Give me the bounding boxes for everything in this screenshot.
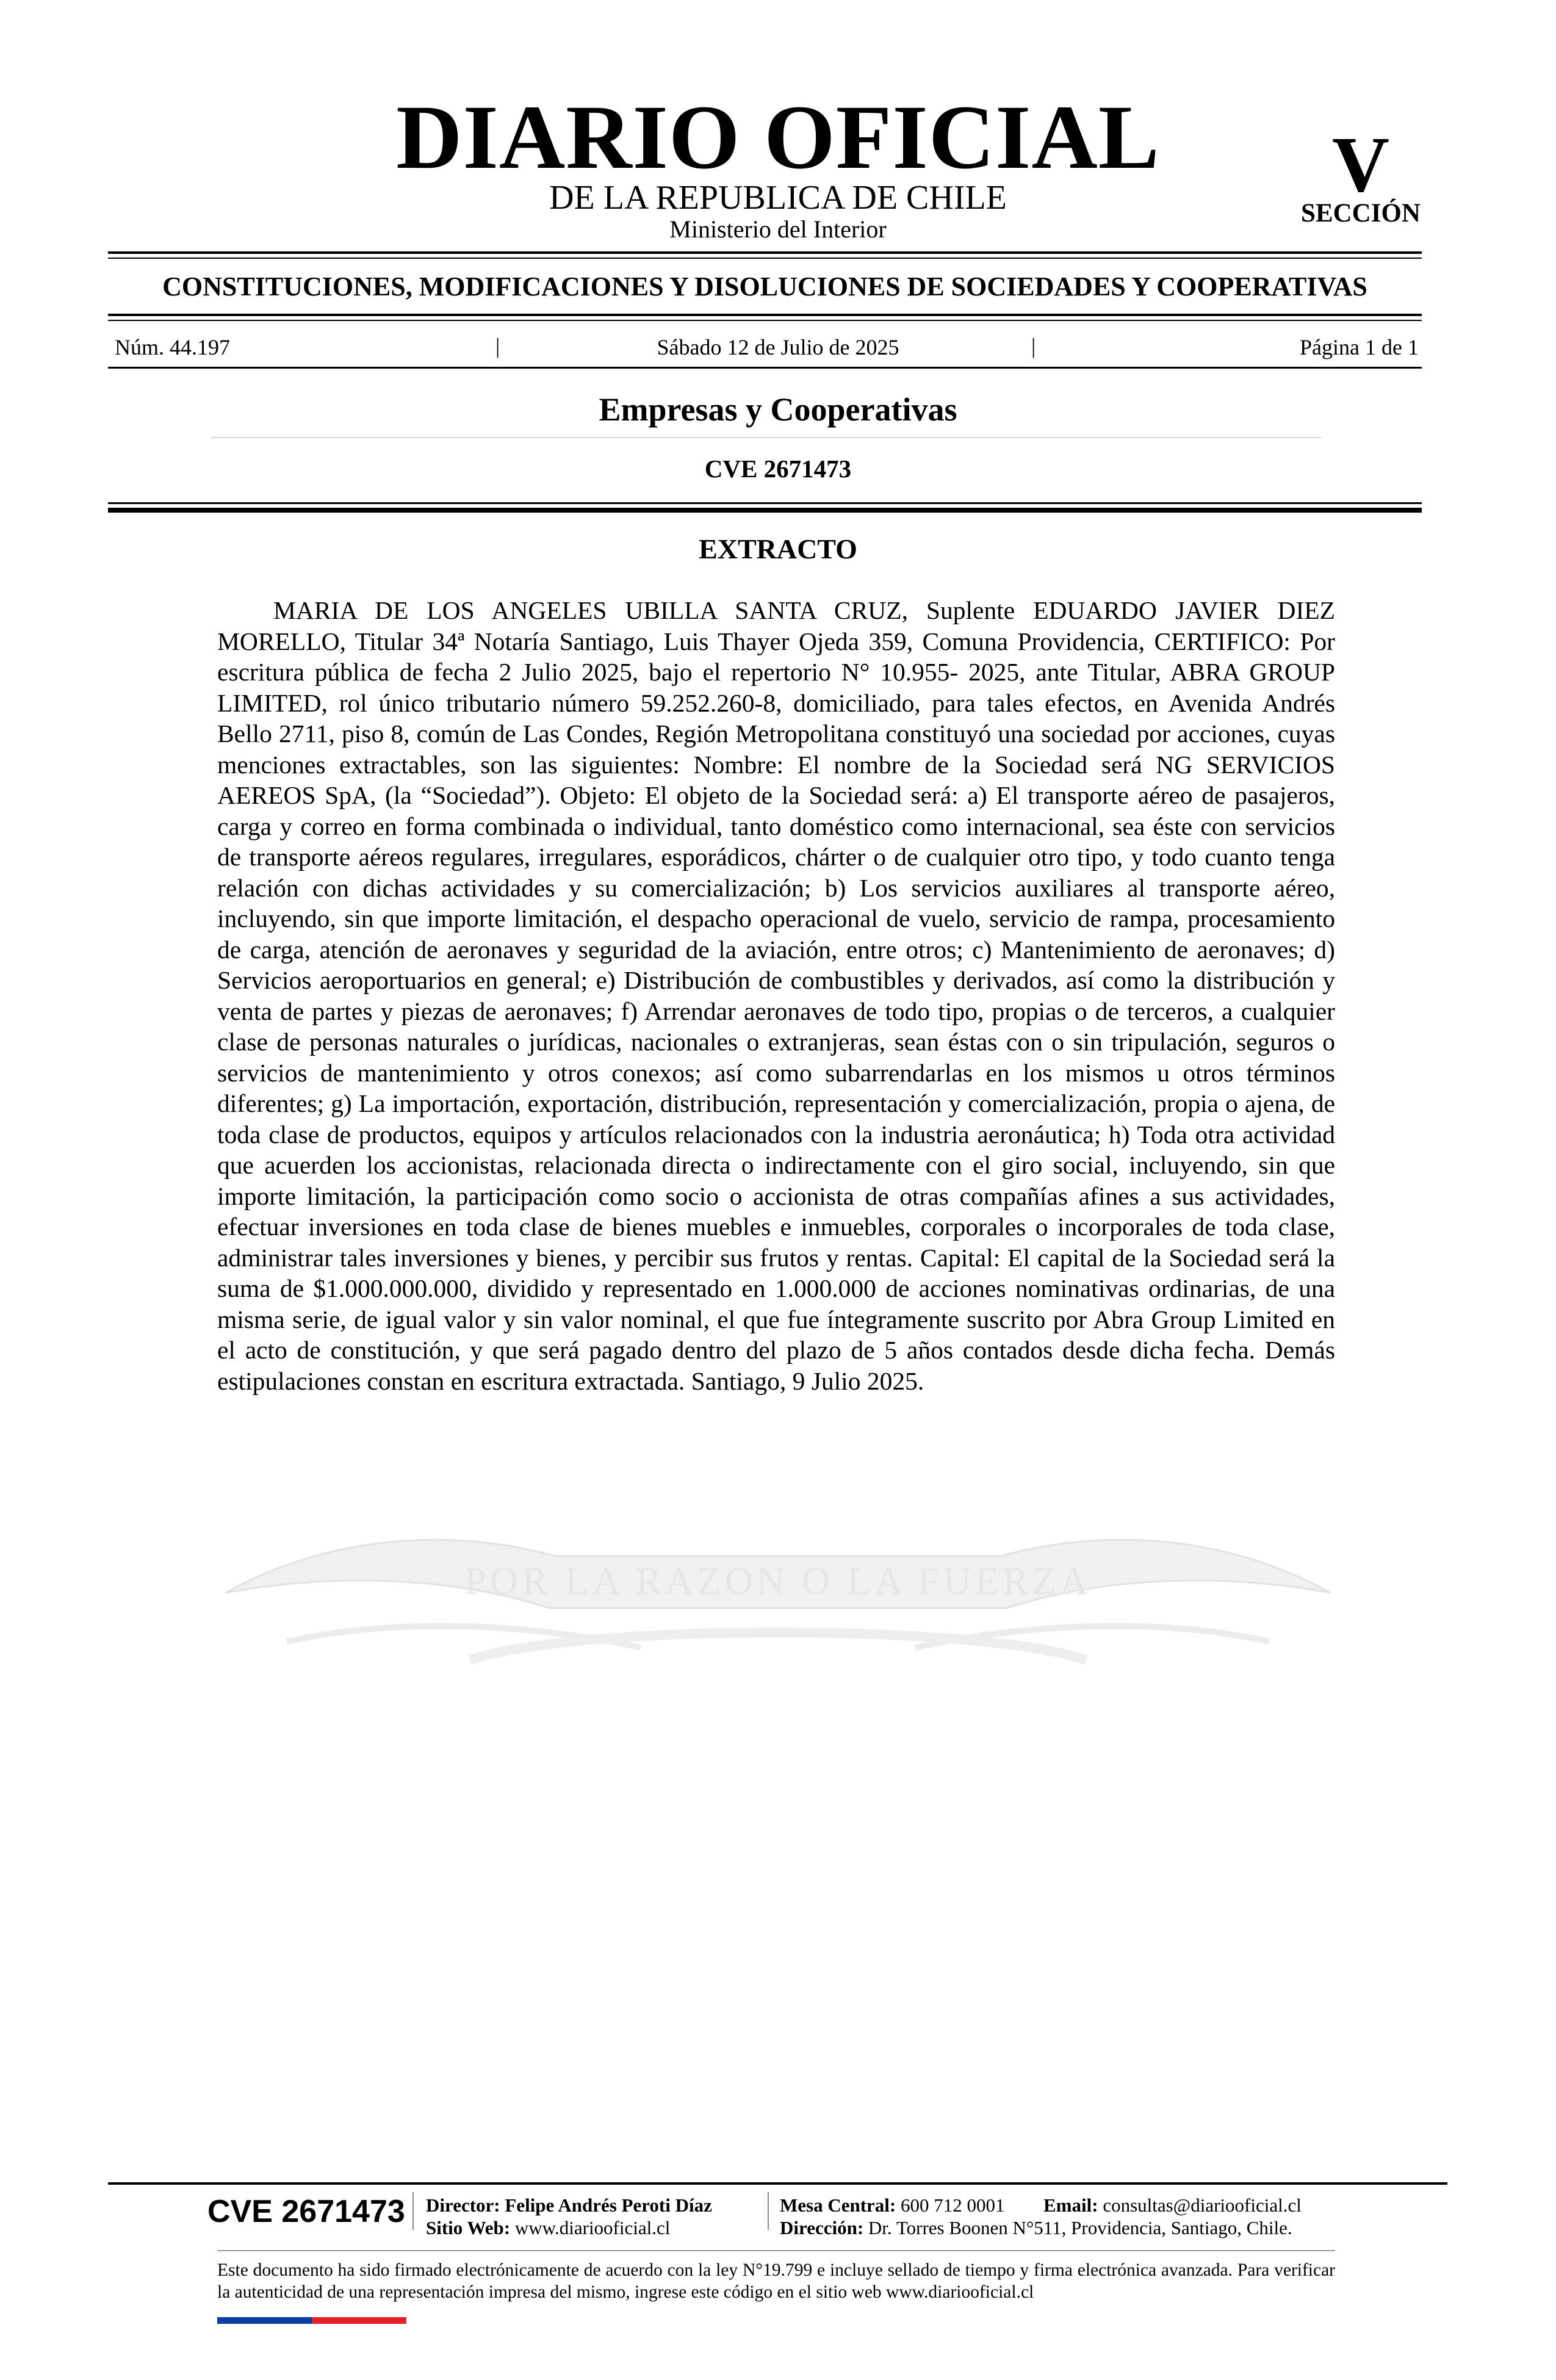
watermark-motto: POR LA RAZON O LA FUERZA bbox=[464, 1559, 1092, 1603]
signature-notice: Este documento ha sido firmado electrónicamente de acuerdo con la ley N°19.799 e incluye sellado de tiempo y firma electrónica avanzada. Para verificar la autenticidad de una representación impresa del mismo, ingrese este código en el sitio web www.diariooficial.cl bbox=[217, 2260, 1335, 2302]
director-value: Felipe Andrés Peroti Díaz bbox=[505, 2194, 712, 2216]
cve-code: CVE 2671473 bbox=[704, 455, 852, 483]
footer-inner-rule bbox=[217, 2250, 1335, 2251]
flag-stripe-blue bbox=[217, 2317, 312, 2324]
meta-separator: | bbox=[1031, 334, 1036, 358]
phone-label: Mesa Central: bbox=[780, 2194, 896, 2216]
issue-date: Sábado 12 de Julio de 2025 bbox=[657, 335, 899, 359]
header-rule-top-thin bbox=[108, 258, 1422, 259]
address-value: Dr. Torres Boonen N°511, Providencia, Santiago, Chile. bbox=[868, 2217, 1292, 2238]
footer-rule bbox=[108, 2182, 1447, 2185]
issue-number: Núm. 44.197 bbox=[115, 335, 230, 359]
extract-body: MARIA DE LOS ANGELES UBILLA SANTA CRUZ, Suplente EDUARDO JAVIER DIEZ MORELLO, Titular 34ª Notaría Santiago, Luis Thayer Ojeda 359, Comuna Providencia, CERTIFICO: Por escritura pública de fecha 2 Julio 2025, bajo el repertorio N° 10.955- 2025, ante Titular, ABRA GROUP LIMITED, rol único tributario número 59.252.260-8, domiciliado, para tales efectos, en Avenida Andrés Bello 2711, piso 8, común de Las Condes, Región Metropolitana constituyó una sociedad por acciones, cuyas menciones extractables, son las siguientes: Nombre: El nombre de la Sociedad será NG SERVICIOS AEREOS SpA, (la “Sociedad”). Objeto: El objeto de la Sociedad será: a) El transporte aéreo de pasajeros, carga y correo en forma combinada o individual, tanto doméstico como internacional, sea éste con servicios de transporte aéreos regulares, irregulares, esporádicos, chárter o de cualquier otro tipo, y todo cuanto tenga relación con dichas actividades y su comercialización; b) Los servicios auxiliares al transporte aéreo, incluyendo, sin que importe limitación, el despacho operacional de vuelo, servicio de rampa, procesamiento de carga, atención de aeronaves y seguridad de la aviación, entre otros; c) Mantenimiento de aeronaves; d) Servicios aeroportuarios en general; e) Distribución de combustibles y derivados, así como la distribución y venta de partes y piezas de aeronaves; f) Arrendar aeronaves de todo tipo, propias o de terceros, a cualquier clase de personas naturales o jurídicas, nacionales o extranjeras, sean éstas con o sin tripulación, seguros o servicios de mantenimiento y otros conexos; así como subarrendarlas en los mismos u otros términos diferentes; g) La importación, exportación, distribución, representación y comercialización, propia o ajena, de toda clase de productos, equipos y artículos relacionados con la industria aeronáutica; h) Toda otra actividad que acuerden los accionistas, relacionada directa o indirectamente con el giro social, incluyendo, sin que importe limitación, la participación como socio o accionista de otras compañías afines a sus actividades, efectuar inversiones en toda clase de bienes muebles e inmuebles, corporales o incorporales de toda clase, administrar tales inversiones y bienes, y percibir sus frutos y rentas. Capital: El capital de la Sociedad será la suma de $1.000.000.000, dividido y representado en 1.000.000 de acciones nominativas ordinarias, de una misma serie, de igual valor y sin valor nominal, el que fue íntegramente suscrito por Abra Group Limited en el acto de constitución, y que será pagado dentro del plazo de 5 años contados desde dicha fecha. Demás estipulaciones constan en escritura extractada. Santiago, 9 Julio 2025. bbox=[217, 596, 1335, 1395]
header-rule-top bbox=[108, 251, 1422, 254]
footer-email bbox=[1043, 2196, 1302, 2215]
masthead-title: DIARIO OFICIAL bbox=[396, 87, 1160, 188]
footer-address bbox=[780, 2218, 1292, 2237]
footer-director bbox=[426, 2196, 712, 2215]
meta-separator: | bbox=[495, 334, 500, 358]
page-indicator: Página 1 de 1 bbox=[1300, 335, 1419, 359]
footer-cve-code: CVE 2671473 bbox=[207, 2194, 405, 2229]
address-label: Dirección: bbox=[780, 2217, 864, 2238]
masthead-ministry: Ministerio del Interior bbox=[669, 215, 887, 243]
section-rule-bottom bbox=[108, 314, 1422, 316]
phone-value: 600 712 0001 bbox=[901, 2194, 1005, 2216]
website-label: Sitio Web: bbox=[426, 2217, 511, 2238]
director-label: Director: bbox=[426, 2194, 500, 2216]
section-label: SECCIÓN bbox=[1301, 199, 1421, 228]
coat-of-arms-watermark-icon bbox=[214, 1501, 1342, 1672]
email-link[interactable]: consultas@diariooficial.cl bbox=[1103, 2194, 1302, 2216]
website-link[interactable]: www.diariooficial.cl bbox=[514, 2217, 671, 2238]
footer-website bbox=[426, 2218, 670, 2237]
footer-phone bbox=[780, 2196, 1005, 2215]
extract-title: EXTRACTO bbox=[699, 533, 857, 564]
meta-rule bbox=[108, 367, 1422, 369]
section-title: CONSTITUCIONES, MODIFICACIONES Y DISOLUCIONES DE SOCIEDADES Y COOPERATIVAS bbox=[162, 272, 1367, 301]
section-rule-bottom-thin bbox=[108, 320, 1422, 321]
cve-rule-thick bbox=[108, 508, 1422, 513]
email-label: Email: bbox=[1043, 2194, 1098, 2216]
category-rule bbox=[211, 437, 1321, 438]
flag-stripe-red bbox=[312, 2317, 406, 2324]
cve-rule-thin bbox=[108, 502, 1422, 504]
section-letter: V bbox=[1332, 121, 1389, 209]
category-title: Empresas y Cooperativas bbox=[599, 391, 957, 428]
footer-divider bbox=[768, 2192, 769, 2230]
masthead-subtitle: DE LA REPUBLICA DE CHILE bbox=[549, 179, 1007, 217]
footer-divider bbox=[412, 2192, 414, 2230]
